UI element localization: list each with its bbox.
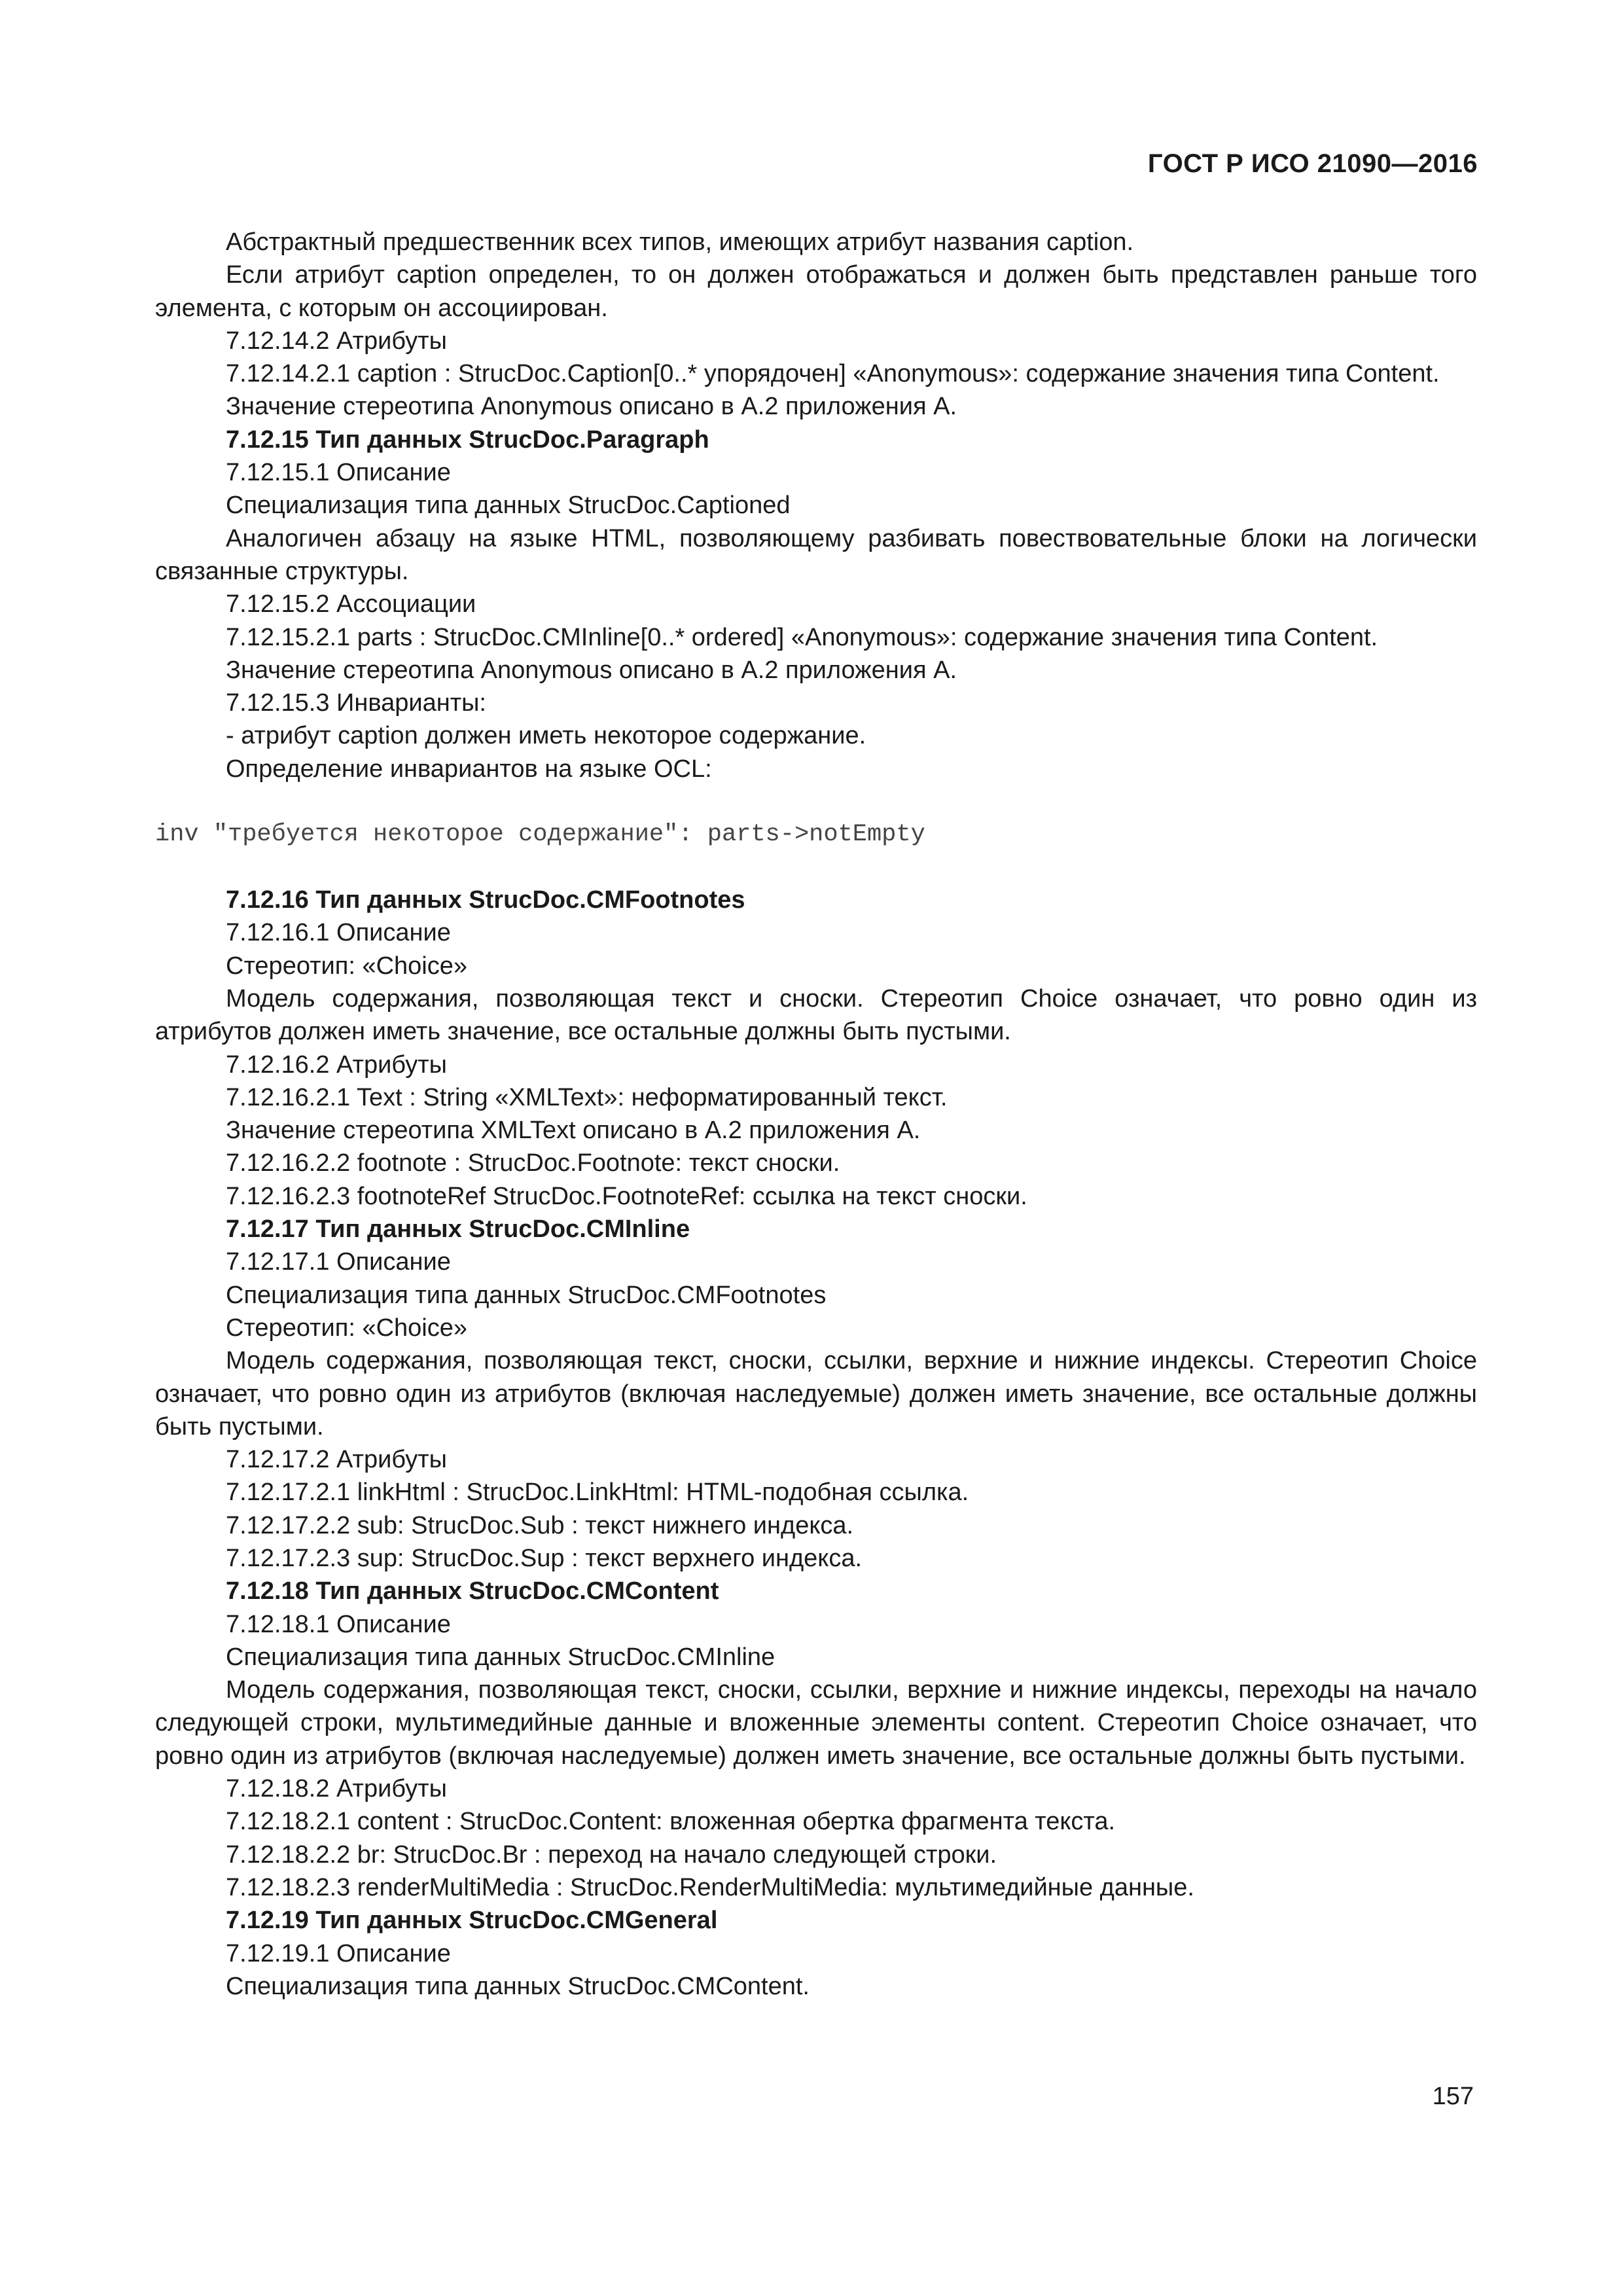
paragraph: 7.12.18.2 Атрибуты [226,1775,447,1803]
section-heading: 7.12.19 Тип данных StrucDoc.CMGeneral [226,1907,718,1935]
paragraph: Значение стереотипа XMLText описано в А.2 приложения А. [226,1117,921,1145]
paragraph: - атрибут caption должен иметь некоторое содержание. [226,722,866,750]
paragraph: Специализация типа данных StrucDoc.CMInline [226,1643,776,1671]
paragraph: 7.12.16.2.2 footnote : StrucDoc.Footnote: текст сноски. [226,1149,840,1177]
paragraph: 7.12.16.2 Атрибуты [226,1050,447,1079]
paragraph: Модель содержания, позволяющая текст и сноски. Стереотип Choice означает, что ровно один из атрибутов должен иметь значение, все остальные должны быть пустыми. [155,984,1477,1046]
section-heading: 7.12.18 Тип данных StrucDoc.CMContent [226,1577,719,1605]
paragraph: Модель содержания, позволяющая текст, сноски, ссылки, верхние и нижние индексы. Стереотип Choice означает, что ровно один из атрибутов (включая наследуемые) должен иметь значение, все остальные должны быть пустыми. [155,1347,1477,1441]
paragraph: 7.12.15.3 Инварианты: [226,689,486,717]
paragraph: 7.12.17.2.1 linkHtml : StrucDoc.LinkHtml: HTML-подобная ссылка. [226,1479,969,1507]
paragraph: Модель содержания, позволяющая текст, сноски, ссылки, верхние и нижние индексы, переходы на начало следующей строки, мультимедийные данные и вложенные элементы content. Стереотип Choice означает, что ровно один из атрибутов (включая наследуемые) должен иметь значение, все остальные должны быть пустыми. [155,1676,1477,1770]
document-code-header: ГОСТ Р ИСО 21090—2016 [1147,149,1478,178]
paragraph: 7.12.17.2 Атрибуты [226,1446,447,1474]
paragraph: Значение стереотипа Anonymous описано в А.2 приложения А. [226,393,957,421]
paragraph: 7.12.18.1 Описание [226,1610,451,1638]
paragraph: Стереотип: «Choice» [226,1314,467,1342]
paragraph: 7.12.15.2 Ассоциации [226,590,476,619]
paragraph: 7.12.18.2.1 content : StrucDoc.Content: вложенная обертка фрагмента текста. [226,1808,1116,1836]
paragraph: 7.12.16.2.3 footnoteRef StrucDoc.FootnoteRef: ссылка на текст сноски. [226,1182,1027,1210]
paragraph: 7.12.17.2.2 sub: StrucDoc.Sub : текст нижнего индекса. [226,1511,854,1539]
paragraph: 7.12.15.1 Описание [226,459,451,487]
paragraph: Значение стереотипа Anonymous описано в А.2 приложения А. [226,656,957,684]
paragraph: 7.12.16.1 Описание [226,919,451,947]
paragraph: Аналогичен абзацу на языке HTML, позволяющему разбивать повествовательные блоки на логически связанные структуры. [155,524,1477,585]
section-heading: 7.12.16 Тип данных StrucDoc.CMFootnotes [226,886,745,914]
paragraph: 7.12.14.2 Атрибуты [226,327,447,355]
ocl-code-line: inv "требуется некоторое содержание": parts->notEmpty [155,821,925,849]
page-number: 157 [1432,2083,1474,2110]
paragraph: Если атрибут caption определен, то он должен отображаться и должен быть представлен раньше того элемента, с которым он ассоциирован. [155,261,1477,322]
paragraph: Специализация типа данных StrucDoc.CMFootnotes [226,1281,827,1309]
paragraph: Абстрактный предшественник всех типов, имеющих атрибут названия caption. [226,228,1134,256]
paragraph: Стереотип: «Choice» [226,952,467,980]
paragraph: 7.12.18.2.2 br: StrucDoc.Br : переход на начало следующей строки. [226,1840,997,1869]
section-heading: 7.12.17 Тип данных StrucDoc.CMInline [226,1215,690,1244]
paragraph: 7.12.17.1 Описание [226,1248,451,1276]
paragraph: 7.12.18.2.3 renderMultiMedia : StrucDoc.RenderMultiMedia: мультимедийные данные. [226,1873,1194,1901]
paragraph: 7.12.17.2.3 sup: StrucDoc.Sup : текст верхнего индекса. [226,1544,863,1572]
page-body [155,226,1477,2003]
paragraph: Определение инвариантов на языке OCL: [226,755,712,783]
paragraph: 7.12.16.2.1 Text : String «XMLText»: неформатированный текст. [226,1083,948,1111]
paragraph: Специализация типа данных StrucDoc.Captioned [226,492,791,520]
text-block-after-code [155,884,1477,2003]
paragraph: 7.12.19.1 Описание [226,1939,451,1967]
text-block-before-code [155,226,1477,785]
section-heading: 7.12.15 Тип данных StrucDoc.Paragraph [226,425,709,454]
paragraph: 7.12.14.2.1 caption : StrucDoc.Caption[0..* упорядочен] «Anonymous»: содержание значения типа Content. [226,360,1440,388]
paragraph: 7.12.15.2.1 parts : StrucDoc.CMInline[0..* ordered] «Anonymous»: содержание значения типа Content. [226,623,1378,651]
paragraph: Специализация типа данных StrucDoc.CMContent. [226,1972,810,2000]
